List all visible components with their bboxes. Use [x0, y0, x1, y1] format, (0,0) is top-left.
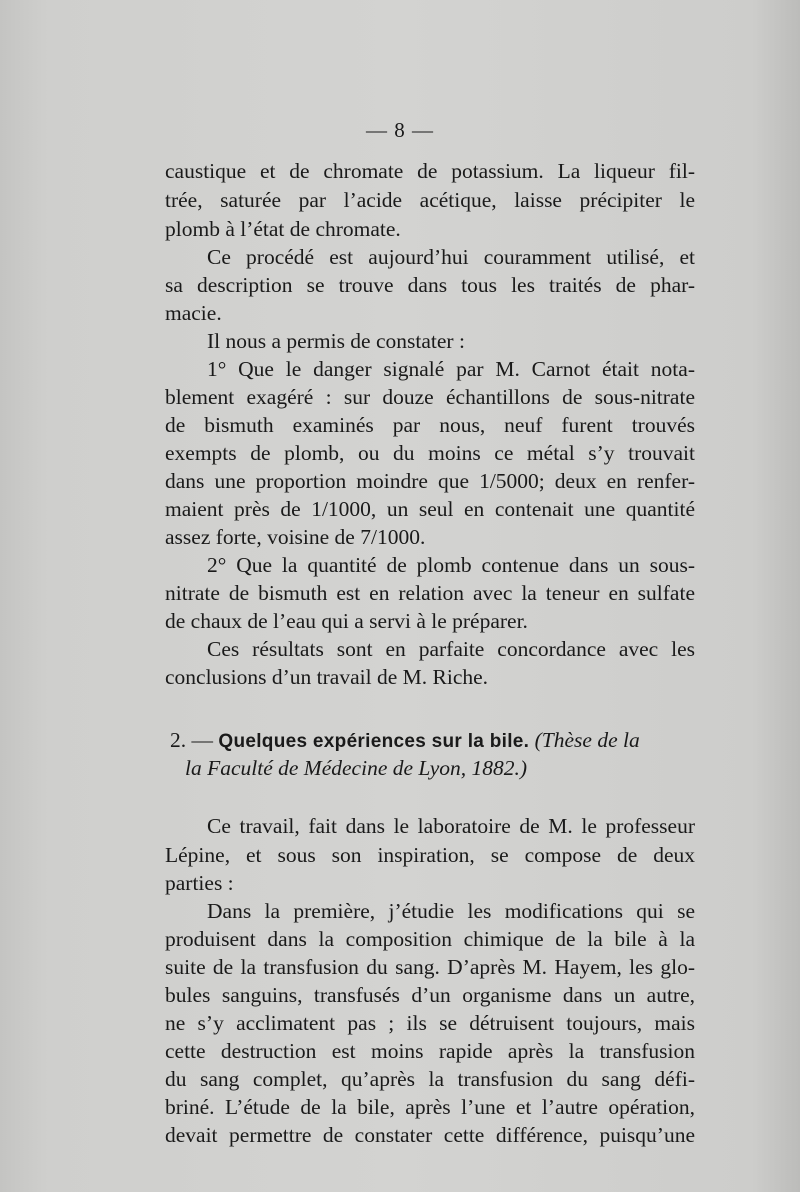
text-line: ne s’y acclimatent pas ; ils se détruisent toujours, mais: [165, 1011, 695, 1035]
text-line: Lépine, et sous son inspiration, se compose de deux: [165, 843, 695, 867]
text-line: parties :: [165, 871, 234, 895]
text-line: Ce travail, fait dans le laboratoire de M. le professeur: [207, 814, 695, 838]
text-line: suite de la transfusion du sang. D’après M. Hayem, les glo-: [165, 955, 695, 979]
section-number: 2. —: [170, 728, 213, 752]
page-number: — 8 —: [366, 118, 434, 142]
text-line: plomb à l’état de chromate.: [165, 217, 401, 241]
text-line: nitrate de bismuth est en relation avec la teneur en sulfate: [165, 581, 695, 605]
text-line: de bismuth examinés par nous, neuf furent trouvés: [165, 413, 695, 437]
text-line: sa description se trouve dans tous les traités de phar-: [165, 273, 695, 297]
section-citation: (Thèse de la: [534, 728, 640, 752]
section-heading: [170, 726, 695, 755]
text-line: devait permettre de constater cette différence, puisqu’une: [165, 1123, 695, 1147]
text-line: macie.: [165, 301, 222, 325]
text-line: blement exagéré : sur douze échantillons de sous-nitrate: [165, 385, 695, 409]
text-line: cette destruction est moins rapide après la transfusion: [165, 1039, 695, 1063]
text-line: assez forte, voisine de 7/1000.: [165, 525, 426, 549]
text-line: maient près de 1/1000, un seul en contenait une quantité: [165, 497, 695, 521]
text-line: Ces résultats sont en parfaite concordance avec les: [207, 637, 695, 661]
text-line: trée, saturée par l’acide acétique, laisse précipiter le: [165, 188, 695, 212]
text-line: dans une proportion moindre que 1/5000; deux en renfer-: [165, 469, 695, 493]
text-line: Il nous a permis de constater :: [207, 329, 465, 353]
text-line: Dans la première, j’étudie les modifications qui se: [207, 899, 695, 923]
text-line: bules sanguins, transfusés d’un organisme dans un autre,: [165, 983, 695, 1007]
text-line: de chaux de l’eau qui a servi à le préparer.: [165, 609, 528, 633]
text-line: briné. L’étude de la bile, après l’une et l’autre opération,: [165, 1095, 695, 1119]
text-line: 1° Que le danger signalé par M. Carnot était nota-: [207, 357, 695, 381]
section-citation-continued: la Faculté de Médecine de Lyon, 1882.): [185, 756, 528, 780]
text-line: 2° Que la quantité de plomb contenue dans un sous-: [207, 553, 695, 577]
text-line: caustique et de chromate de potassium. La liqueur fil-: [165, 159, 695, 183]
text-line: conclusions d’un travail de M. Riche.: [165, 665, 489, 689]
text-line: du sang complet, qu’après la transfusion du sang défi-: [165, 1067, 695, 1091]
text-line: exempts de plomb, ou du moins ce métal s’y trouvait: [165, 441, 695, 465]
text-line: produisent dans la composition chimique de la bile à la: [165, 927, 695, 951]
section-title: Quelques expériences sur la bile.: [218, 731, 530, 752]
text-line: Ce procédé est aujourd’hui couramment utilisé, et: [207, 245, 695, 269]
